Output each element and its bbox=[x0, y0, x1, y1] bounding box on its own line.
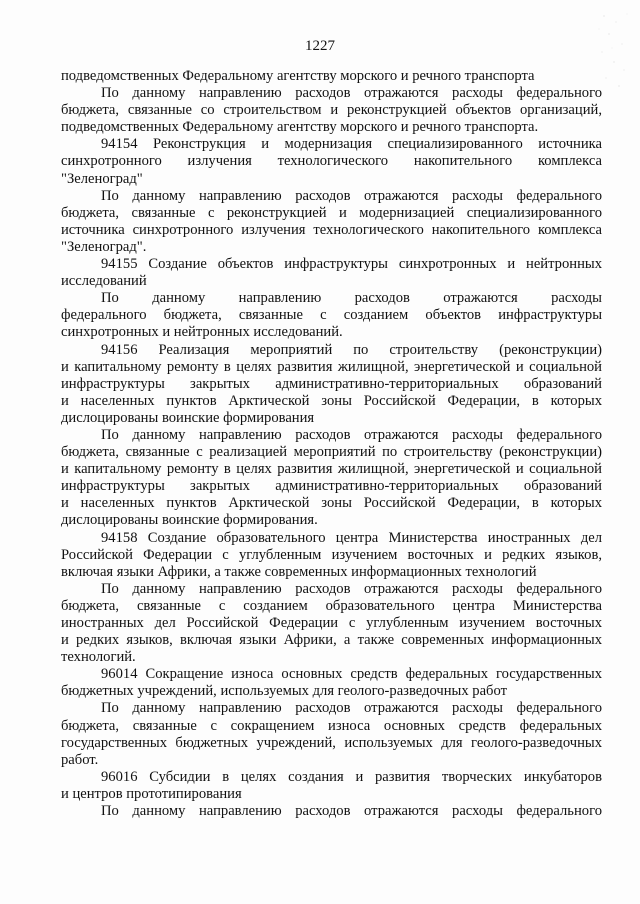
text-line: синхротронных и нейтронных исследований. bbox=[61, 324, 343, 341]
text-line: и капитальному ремонту в целях развития жилищной, энергетической и социальной bbox=[61, 358, 602, 375]
text-line: включая языки Африки, а также современных информационных технологий bbox=[61, 563, 537, 580]
text-line: По данному направлению расходов отражаются расходы федерального bbox=[101, 580, 602, 597]
text-line: и населенных пунктов Арктической зоны Российской Федерации, в которых bbox=[61, 495, 602, 512]
text-line: дислоцированы воинские формирования bbox=[61, 409, 315, 426]
text-line: работ. bbox=[61, 751, 99, 768]
text-line: бюджета, связанные со строительством и реконструкцией объектов организаций, bbox=[61, 102, 602, 119]
text-line: бюджета, связанные с сокращением износа основных средств федеральных bbox=[61, 717, 602, 734]
text-line: инфраструктуры закрытых административно-территориальных образований bbox=[61, 478, 602, 495]
text-line: технологий. bbox=[61, 649, 136, 666]
text-line: 96014 Сокращение износа основных средств федеральных государственных bbox=[101, 666, 602, 683]
text-line: дислоцированы воинские формирования. bbox=[61, 512, 318, 529]
document-body bbox=[61, 68, 602, 820]
text-line: Российской Федерации с углубленным изучением восточных и редких языков, bbox=[61, 546, 602, 563]
text-line: По данному направлению расходов отражаются расходы федерального bbox=[101, 700, 602, 717]
text-line: 94156 Реализация мероприятий по строительству (реконструкции) bbox=[101, 341, 602, 358]
text-line: 94155 Создание объектов инфраструктуры синхротронных и нейтронных bbox=[101, 256, 602, 273]
text-line: По данному направлению расходов отражаются расходы федерального bbox=[101, 187, 602, 204]
text-line: "Зеленоград". bbox=[61, 238, 147, 255]
text-line: 94158 Создание образовательного центра Министерства иностранных дел bbox=[101, 529, 602, 546]
text-line: подведомственных Федеральному агентству морского и речного транспорта bbox=[61, 68, 535, 84]
text-line: подведомственных Федеральному агентству морского и речного транспорта. bbox=[61, 119, 539, 136]
text-line: бюджетных учреждений, используемых для геолого-разведочных работ bbox=[61, 683, 507, 700]
text-line: и центров прототипирования bbox=[61, 785, 242, 802]
text-line: исследований bbox=[61, 273, 147, 290]
text-line: федерального бюджета, связанные с созданием объектов инфраструктуры bbox=[61, 307, 602, 324]
text-line: инфраструктуры закрытых административно-территориальных образований bbox=[61, 375, 602, 392]
page-number: 1227 bbox=[305, 38, 335, 54]
text-line: 96016 Субсидии в целях создания и развития творческих инкубаторов bbox=[101, 768, 602, 785]
text-line: По данному направлению расходов отражаются расходы федерального bbox=[101, 803, 602, 820]
text-line: бюджета, связанные с реализацией мероприятий по строительству (реконструкции) bbox=[61, 444, 602, 461]
text-line: иностранных дел Российской Федерации с углубленным изучением восточных bbox=[61, 615, 602, 631]
text-line: бюджета, связанные с реконструкцией и модернизацией специализированного bbox=[61, 204, 602, 221]
text-line: По данному направлению расходов отражаются расходы федерального bbox=[101, 426, 602, 443]
text-line: государственных бюджетных учреждений, используемых для геолого-разведочных bbox=[61, 734, 602, 751]
text-line: 94154 Реконструкция и модернизация специализированного источника bbox=[101, 136, 602, 153]
text-line: источника синхротронного излучения технологического накопительного комплекса bbox=[61, 221, 602, 238]
text-line: По данному направлению расходов отражаются расходы bbox=[101, 290, 602, 307]
text-line: и населенных пунктов Арктической зоны Российской Федерации, в которых bbox=[61, 392, 602, 409]
text-line: "Зеленоград" bbox=[61, 170, 143, 187]
text-line: По данному направлению расходов отражаются расходы федерального bbox=[101, 85, 602, 102]
text-line: и капитальному ремонту в целях развития жилищной, энергетической и социальной bbox=[61, 461, 602, 478]
text-line: синхротронного излучения технологического накопительного комплекса bbox=[61, 153, 602, 170]
text-line: и редких языков, включая языки Африки, а также современных информационных bbox=[61, 632, 602, 649]
text-line: бюджета, связанные с созданием образовательного центра Министерства bbox=[61, 597, 602, 614]
